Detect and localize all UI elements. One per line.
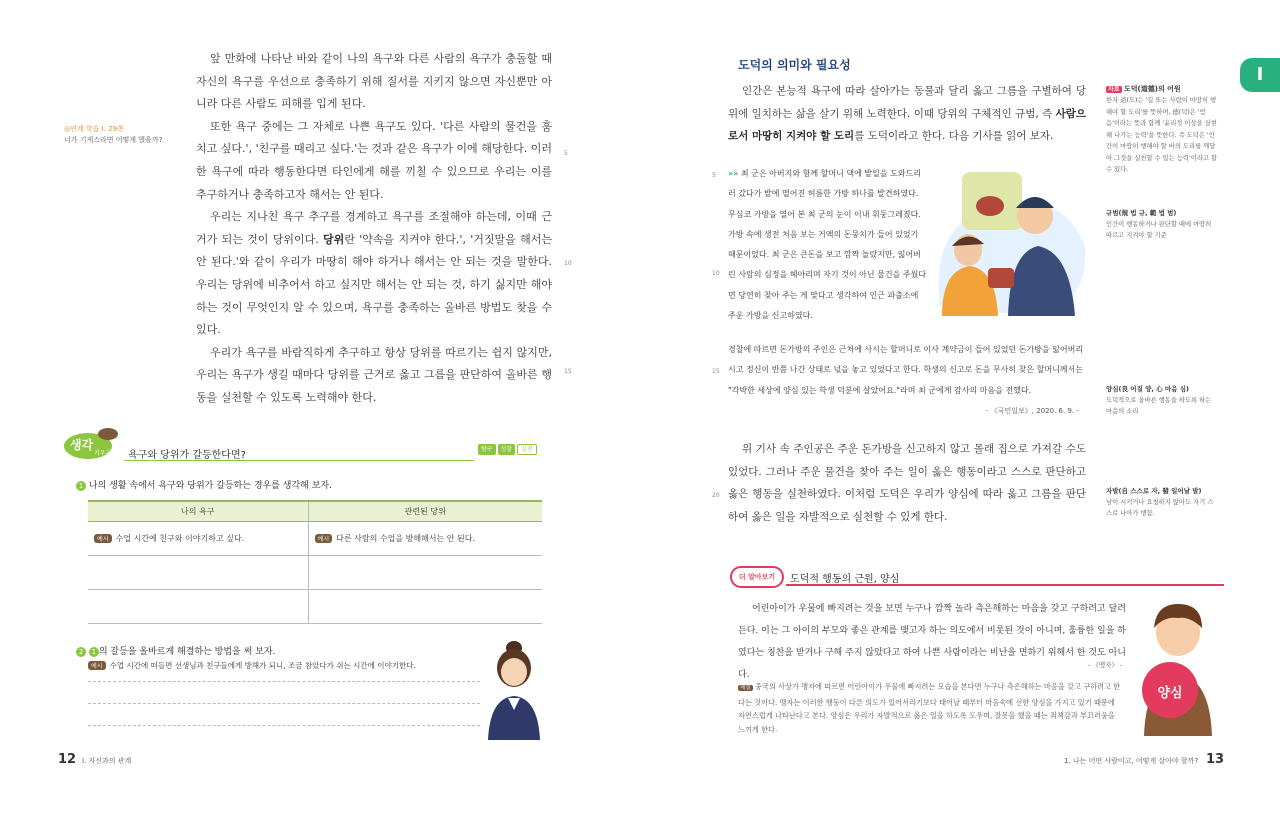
- side-note-link: [64, 124, 184, 146]
- side-note-norm: [1106, 208, 1218, 241]
- side-note-title: 도덕(道德)의 어원: [1124, 85, 1181, 93]
- answer-line[interactable]: [88, 682, 480, 704]
- article-body-2: 경찰에 따르면 돈가방의 주인은 근처에 사시는 할머니로 이사 계약금이 들어 있었던 돈가방을 잃어버리시고 정신이 반쯤 나간 상태로 넋을 놓고 있었다고 한다. 학생의 신고로 돈을 무사히 찾은 할머니께서는 "각박한 세상에 양심 있는 학생 덕분에 살았어요."라며 최 군에게 감사의 마음을 전했다.: [728, 345, 1084, 395]
- think-logo-text: 생각: [70, 438, 94, 452]
- side-note-text: 한자 道(도)는 '길 또는 사람이 마땅히 행해야 할 도리'를 뜻하며, 德(덕)은 '얻음'이라는 뜻과 함께 '윤리적 이상을 실현해 나가는 능력'을 뜻한다. 즉 도덕은 '인간이 마땅히 행해야 할 바의 도리를 깨달아 그것을 실천할 수 있는 능력'이라고 할 수 있다.: [1106, 97, 1218, 173]
- number-badge-2: 2: [76, 647, 86, 657]
- question-2-text: 의 갈등을 올바르게 해결하는 방법을 써 보자.: [98, 647, 276, 657]
- question-2: [76, 644, 275, 657]
- line-number: 10: [712, 270, 720, 277]
- side-note-title: 규범(規 법 규, 範 법 범): [1106, 209, 1177, 217]
- tag-practice: 실천: [517, 444, 537, 455]
- side-note-text: 남이 시키거나 요청하지 않아도 자기 스스로 나아가 행함.: [1106, 499, 1214, 517]
- page-number-right: 13: [1206, 752, 1225, 767]
- section-heading: 도덕의 의미와 필요성: [738, 58, 851, 72]
- side-note-conscience: [1106, 384, 1218, 417]
- chapter-tab-label: I: [1256, 64, 1264, 85]
- line-number: 15: [564, 368, 572, 375]
- boy-illustration: [1130, 596, 1226, 736]
- side-note-title: 자발(自 스스로 자, 發 일어날 발): [1106, 487, 1202, 495]
- article-body: »» 최 군은 아버지와 함께 할머니 댁에 밭일을 도와드리러 갔다가 밭에 떨어진 허름한 가방 하나를 발견하였다. 무심코 가방을 열어 본 최 군의 눈이 이내 휘둥그레졌다. 가방 속에 생전 처음 보는 거액의 돈뭉치가 들어 있었기 때문이었다. 최 군은 큰돈을 보고 깜짝 놀랐지만, 잃어버린 사람의 심정을 헤아리며 자기 것이 아닌 물건을 주웠다면 당연히 찾아 주는 게 맞다고 생각하여 인근 파출소에 주운 가방을 신고하였다.: [728, 169, 927, 321]
- more-quote: 어린아이가 우물에 빠지려는 것을 보면 누구나 깜짝 놀라 측은해하는 마음을 갖고 구하려고 달려든다. 이는 그 아이의 부모와 좋은 관계를 맺고자 하는 의도에서 비롯된 것이 아니며, 훌륭한 일을 하였다는 칭찬을 받거나 구해 주지 않았다고 하여 나쁜 사람이라는 비난을 면하기 위해서 한 것도 아니다.: [738, 604, 1126, 680]
- side-note-title: 양심(良 어질 양, 心 마음 심): [1106, 385, 1189, 393]
- ref-badge-1: 1: [89, 647, 99, 657]
- more-title-rule: [786, 584, 1224, 586]
- side-ref: 연계 학습 I. 29쪽: [70, 125, 124, 133]
- left-paragraph-2: 또한 욕구 중에는 그 자체로 나쁜 욕구도 있다. '다른 사람의 물건을 훔치고 싶다.', '친구를 때리고 싶다.'는 것과 같은 욕구가 이에 해당한다. 이러한 욕구에 따라 행동한다면 타인에게 해를 끼칠 수 있으므로 우리는 이를 추구하거나 충족하고자 해서는 안 된다.: [196, 119, 552, 201]
- teacher-illustration: [478, 636, 548, 740]
- table-cell: 다른 사람의 수업을 방해해서는 안 된다.: [336, 533, 476, 543]
- answer-line[interactable]: [88, 704, 480, 726]
- think-title-rule: [124, 460, 474, 461]
- side-note-voluntary: [1106, 486, 1218, 519]
- answer-area[interactable]: [88, 660, 480, 726]
- think-logo-sub: 키우기: [94, 450, 112, 457]
- question-1: [76, 478, 332, 491]
- side-question: 너가 기게스라면 어떻게 했을까?: [64, 136, 163, 144]
- example-tag: 예시: [88, 661, 106, 670]
- line-number: 10: [564, 260, 572, 267]
- arrow-icon: »»: [728, 169, 739, 178]
- table-row: [88, 589, 542, 623]
- side-note-etymology: [1106, 84, 1218, 176]
- explain-tag: 해설: [740, 685, 751, 691]
- think-title: 욕구와 당위가 갈등한다면?: [128, 450, 246, 461]
- material-tag: 자료: [1108, 86, 1120, 93]
- needs-table: [88, 500, 542, 624]
- more-title: 도덕적 행동의 근원, 양심: [790, 574, 900, 585]
- table-cell-empty[interactable]: [88, 589, 308, 623]
- left-paragraph-4: 우리가 욕구를 바람직하게 추구하고 항상 당위를 따르기는 쉽지 않지만, 우리는 욕구가 생길 때마다 당위를 근거로 옳고 그름을 판단하여 올바른 행동을 실천할 수 있도록 노력해야 한다.: [196, 345, 552, 404]
- footer-left: I. 자신과의 관계: [82, 757, 132, 765]
- table-cell-empty[interactable]: [88, 555, 308, 589]
- tag-reflection: 성찰: [498, 444, 516, 455]
- page-number-left: 12: [58, 752, 77, 767]
- article-illustration: [930, 166, 1090, 316]
- tag-inquiry: 탐구: [478, 444, 496, 455]
- right-paragraph-2: 위 기사 속 주인공은 주운 돈가방을 신고하지 않고 몰래 집으로 가져갈 수도 있었다. 그러나 주운 물건을 찾아 주는 일이 옳은 행동이라고 스스로 판단하고 옳은 행동을 실천하였다. 이처럼 도덕은 우리가 양심에 따라 옳고 그름을 판단하여 옳은 일을 자발적으로 실천할 수 있게 한다.: [728, 443, 1086, 523]
- article-source: - 《국민일보》, 2020. 6. 9. -: [986, 407, 1079, 415]
- left-body: [196, 48, 552, 410]
- conscience-badge: 양심: [1157, 686, 1183, 701]
- table-cell-empty[interactable]: [308, 589, 542, 623]
- line-number: 5: [564, 150, 568, 157]
- table-cell-empty[interactable]: [308, 555, 542, 589]
- side-note-text: 도덕적으로 올바른 행동을 하도록 하는 마음의 소리: [1106, 397, 1212, 415]
- more-logo: 더 알아보기: [730, 566, 784, 588]
- footer-right: 1. 나는 어떤 사람이고, 어떻게 살아야 할까?: [1064, 757, 1199, 765]
- think-logo: [62, 424, 120, 462]
- question-1-text: 나의 생활 속에서 욕구와 당위가 갈등하는 경우를 생각해 보자.: [88, 481, 332, 491]
- line-number: 20: [712, 492, 720, 499]
- article-continuation: [728, 340, 1086, 401]
- number-badge-1: 1: [76, 481, 86, 491]
- table-header: 관련된 당위: [308, 501, 542, 521]
- more-source: - 《맹자》 -: [1088, 661, 1123, 669]
- answer-example: 수업 시간에 떠들면 선생님과 친구들에게 방해가 되니, 조금 참았다가 쉬는 시간에 이야기한다.: [109, 661, 416, 670]
- line-number: 15: [712, 368, 720, 375]
- right-paragraph-1: 인간은 본능적 욕구에 따라 살아가는 동물과 달리 옳고 그름을 구별하여 당위에 일치하는 삶을 살기 위해 노력한다. 이때 당위의 구체적인 규범, 즉 사람으로서 마땅히 지켜야 할 도리를 도덕이라고 한다. 다음 기사를 읽어 보자.: [728, 85, 1086, 143]
- example-tag: 예시: [315, 534, 333, 543]
- table-cell: 수업 시간에 친구와 이야기하고 싶다.: [115, 533, 245, 543]
- left-paragraph-3: 우리는 지나친 욕구 추구를 경계하고 욕구를 조절해야 하는데, 이때 근거가 되는 것이 당위이다. 당위란 '약속을 지켜야 한다.', '거짓말을 해서는 안 된다.'와 같이 우리가 마땅히 해야 하거나 해서는 안 되는 것을 말한다. 우리는 당위에 비추어서 하고 싶지만 해서는 안 되는 것, 하기 싫지만 해야 하는 것이 무엇인지 알 수 있으며, 욕구를 충족하는 올바른 방법도 찾을 수 있다.: [196, 210, 552, 337]
- table-row: [88, 521, 542, 555]
- link-icon: ◎: [64, 125, 71, 133]
- chapter-tab[interactable]: [1240, 58, 1280, 92]
- example-tag: 예시: [94, 534, 112, 543]
- line-number: 5: [712, 172, 716, 179]
- table-row: [88, 555, 542, 589]
- left-paragraph-1: 앞 만화에 나타난 바와 같이 나의 욕구와 다른 사람의 욕구가 충돌할 때 자신의 욕구를 우선으로 충족하기 위해 질서를 지키지 않으면 자신뿐만 아니라 다른 사람도 피해를 입게 된다.: [196, 52, 552, 111]
- table-header: 나의 욕구: [88, 501, 308, 521]
- more-explanation: 해설 중국의 사상가 맹자에 따르면 어린아이가 우물에 빠지려는 모습을 본다면 누구나 측은해하는 마음을 갖고 구하려고 한다는 것이다. 맹자는 이러한 행동이 다른 의도가 있어서라기보다 태어날 때부터 마음속에 선한 양심을 가지고 있기 때문에 자연스럽게 나타난다고 본다. 양심은 우리가 자발적으로 옳은 일을 하도록 도우며, 잘못을 했을 때는 죄책감과 부끄러움을 느끼게 한다.: [738, 682, 1121, 734]
- think-tags: [478, 444, 537, 453]
- side-note-text: 인간이 행동하거나 판단할 때에 마땅히 따르고 지켜야 할 기준: [1106, 221, 1212, 239]
